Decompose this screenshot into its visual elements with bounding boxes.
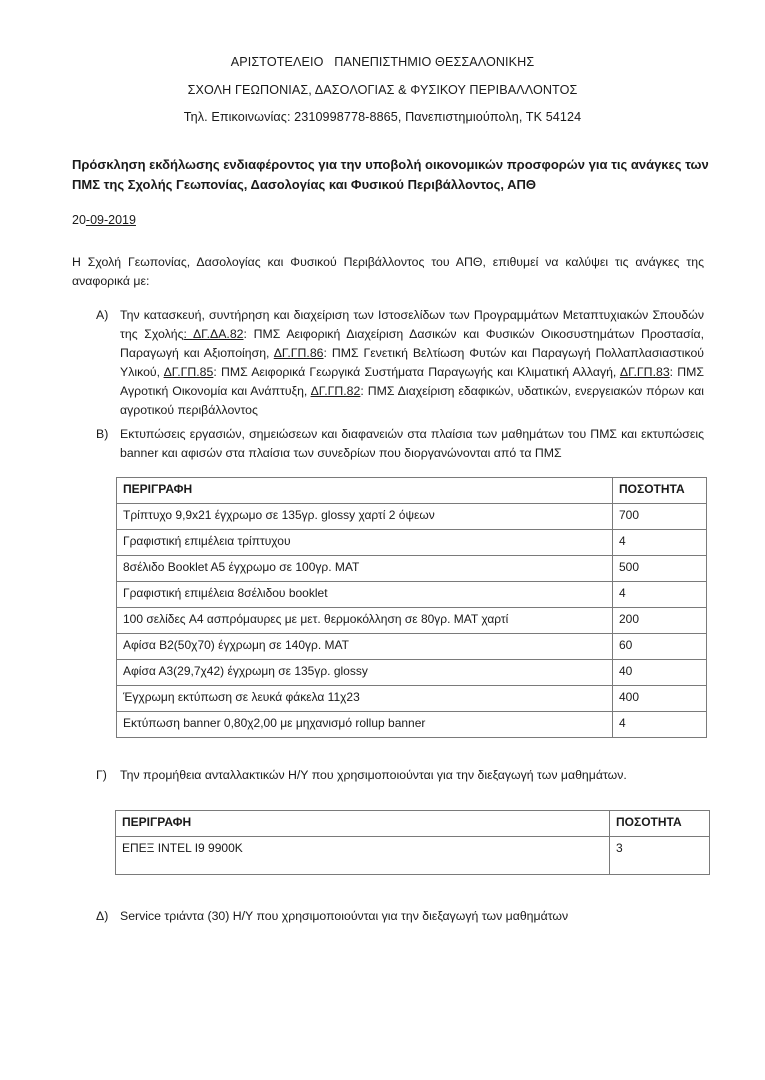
section-b-text: Εκτυπώσεις εργασιών, σημειώσεων και διαφανειών στα πλαίσια των μαθημάτων του ΠΜΣ και εκτυπώσεις banner και αφισών στα πλαίσια των συνεδρίων που διοργανώνονται από τα ΠΜΣ xyxy=(120,427,704,460)
cell-quantity: 700 xyxy=(613,504,707,530)
table-header-row xyxy=(116,811,710,837)
table-row xyxy=(117,686,707,712)
table-header-row xyxy=(117,478,707,504)
section-a-text xyxy=(120,306,704,420)
section-a-text-part: : ΠΜΣ Αειφορική Διαχείριση Δασικών και Φυσικών Οικοσυστημάτων Προστασία, Παραγωγή και Αξιοποίηση, xyxy=(120,327,704,360)
section-a-text-part: : ΠΜΣ Αειφορικά Γεωργικά Συστήματα Παραγωγής και Κλιματική Αλλαγή, xyxy=(213,365,620,379)
section-a xyxy=(96,306,704,420)
university-name: ΑΡΙΣΤΟΤΕΛΕΙΟ ΠΑΝΕΠΙΣΤΗΜΙΟ ΘΕΣΣΑΛΟΝΙΚΗΣ xyxy=(230,55,535,69)
header-quantity: ΠΟΣΟΤΗΤΑ xyxy=(613,478,707,504)
table-row xyxy=(117,530,707,556)
date-day: 20 xyxy=(72,213,86,227)
table-row xyxy=(117,608,707,634)
document-title: Πρόσκληση εκδήλωσης ενδιαφέροντος για την υποβολή οικονομικών προσφορών για τις ανάγκες των ΠΜΣ της Σχολής Γεωπονίας, Δασολογίας και Φυσικού Περιβάλλοντος, ΑΠΘ xyxy=(72,157,709,192)
section-a-label: Α) xyxy=(96,308,109,322)
document-date xyxy=(72,213,136,227)
table-row xyxy=(116,837,710,875)
cell-description: Τρίπτυχο 9,9x21 έγχρωμο σε 135γρ. glossy χαρτί 2 όψεων xyxy=(117,504,613,530)
programme-code: ΔΓ.ΓΠ.82 xyxy=(310,384,361,398)
cell-description: Αφίσα Α3(29,7χ42) έγχρωμη σε 135γρ. glossy xyxy=(117,660,613,686)
cell-description: Έγχρωμη εκτύπωση σε λευκά φάκελα 11χ23 xyxy=(117,686,613,712)
cell-quantity: 4 xyxy=(613,530,707,556)
cell-quantity: 200 xyxy=(613,608,707,634)
cell-quantity: 4 xyxy=(613,582,707,608)
section-c-text: Την προμήθεια ανταλλακτικών Η/Υ που χρησιμοποιούνται για την διεξαγωγή των μαθημάτων. xyxy=(120,768,627,782)
table-row xyxy=(117,582,707,608)
section-a-text-part: Την κατασκευή, συντήρηση και διαχείριση των Ιστοσελίδων των Προγραμμάτων Μεταπτυχιακών Σπουδών της Σχολής xyxy=(120,308,704,341)
cell-quantity: 40 xyxy=(613,660,707,686)
table-row xyxy=(117,634,707,660)
contact-info: Τηλ. Επικοινωνίας: 2310998778-8865, Πανεπιστημιούπολη, ΤΚ 54124 xyxy=(183,110,582,124)
section-a-text-part: : ΠΜΣ Αγροτική Οικονομία και Ανάπτυξη, xyxy=(120,365,704,398)
section-a-text-part: : ΠΜΣ Διαχείριση εδαφικών, υδατικών, ενεργειακών πόρων και αγροτικού περιβάλλοντος xyxy=(120,384,704,417)
cell-quantity: 3 xyxy=(610,837,710,875)
programme-code: ΔΓ.ΓΠ.85 xyxy=(163,365,214,379)
table-row xyxy=(117,556,707,582)
programme-code: : ΔΓ.ΔΑ.82 xyxy=(183,327,244,341)
cell-description: Γραφιστική επιμέλεια τρίπτυχου xyxy=(117,530,613,556)
header-description: ΠΕΡΙΓΡΑΦΗ xyxy=(116,811,610,837)
cell-description: ΕΠΕΞ INTEL I9 9900K xyxy=(116,837,610,875)
table-row xyxy=(117,504,707,530)
header-quantity: ΠΟΣΟΤΗΤΑ xyxy=(610,811,710,837)
programme-code: ΔΓ.ΓΠ.86 xyxy=(273,346,324,360)
cell-description: Εκτύπωση banner 0,80χ2,00 με μηχανισμό rollup banner xyxy=(117,712,613,738)
cell-description: Αφίσα Β2(50χ70) έγχρωμη σε 140γρ. MAT xyxy=(117,634,613,660)
cell-quantity: 60 xyxy=(613,634,707,660)
date-month-year: -09-2019 xyxy=(85,213,136,227)
section-b xyxy=(96,425,704,463)
cell-quantity: 400 xyxy=(613,686,707,712)
cell-quantity: 500 xyxy=(613,556,707,582)
pc-parts-table xyxy=(115,810,710,875)
programme-code: ΔΓ.ΓΠ.83 xyxy=(619,365,670,379)
section-a-text-part: : ΠΜΣ Γενετική Βελτίωση Φυτών και Παραγωγή Πολλαπλασιαστικού Υλικού, xyxy=(120,346,705,379)
table-row xyxy=(117,712,707,738)
cell-description: Γραφιστική επιμέλεια 8σέλιδου booklet xyxy=(117,582,613,608)
header-description: ΠΕΡΙΓΡΑΦΗ xyxy=(117,478,613,504)
section-c xyxy=(96,766,704,785)
intro-paragraph: Η Σχολή Γεωπονίας, Δασολογίας και Φυσικού Περιβάλλοντος του ΑΠΘ, επιθυμεί να καλύψει τις ανάγκες της αναφορικά με: xyxy=(72,255,704,288)
school-name: ΣΧΟΛΗ ΓΕΩΠΟΝΙΑΣ, ΔΑΣΟΛΟΓΙΑΣ & ΦΥΣΙΚΟΥ ΠΕΡΙΒΑΛΛΟΝΤΟΣ xyxy=(187,83,578,97)
cell-description: 8σέλιδο Booklet A5 έγχρωμο σε 100γρ. MAT xyxy=(117,556,613,582)
table-row xyxy=(117,660,707,686)
section-b-label: Β) xyxy=(96,427,109,441)
section-c-label: Γ) xyxy=(96,768,107,782)
cell-description: 100 σελίδες A4 ασπρόμαυρες με μετ. θερμοκόλληση σε 80γρ. MAT χαρτί xyxy=(117,608,613,634)
cell-quantity: 4 xyxy=(613,712,707,738)
section-d-label: Δ) xyxy=(96,909,109,923)
section-d xyxy=(96,907,704,926)
printing-items-table xyxy=(116,477,707,738)
section-d-text: Service τριάντα (30) Η/Υ που χρησιμοποιούνται για την διεξαγωγή των μαθημάτων xyxy=(120,909,569,923)
